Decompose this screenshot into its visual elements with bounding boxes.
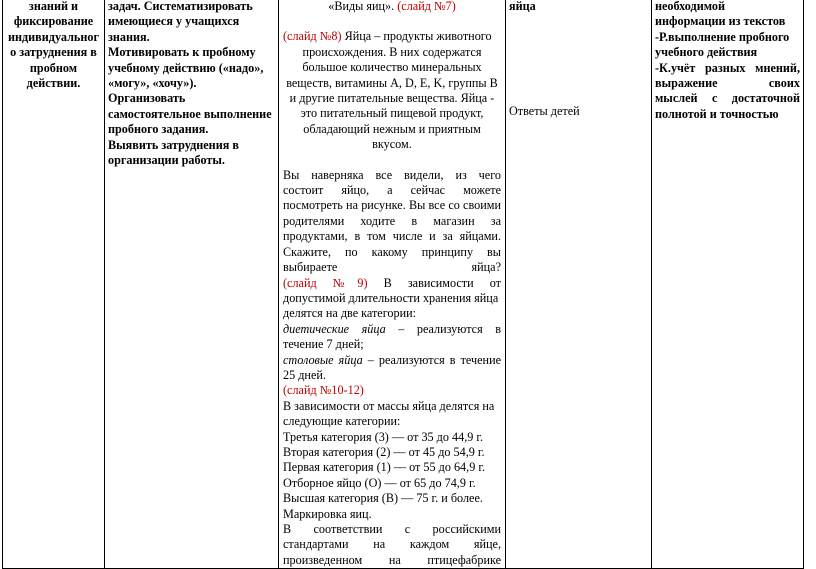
paragraph-line: Маркировка яиц. — [283, 506, 372, 521]
stage-line: индивидуальног — [7, 29, 100, 44]
paragraph-line — [283, 322, 501, 337]
paragraph-text: – реализуются в течение — [362, 352, 502, 367]
goal-line: организации работы. — [108, 153, 225, 168]
paragraph-line: произведенном на птицефабрике — [283, 552, 501, 567]
term-diet: диетические яйца — [283, 321, 386, 336]
stage-line: действии. — [26, 76, 81, 91]
uud-cell — [652, 0, 804, 569]
paragraph-line — [283, 353, 501, 368]
slide-ref: (слайд №9) — [283, 275, 368, 290]
paragraph-line: 25 дней. — [283, 367, 326, 382]
uud-line: -К.учёт разных мнений, — [655, 60, 800, 75]
paragraph-text: Яйца – продукты животного — [341, 29, 492, 44]
stage-line: о затруднения в — [10, 45, 97, 60]
category-line: Первая категория (1) — от 55 до 64,9 г. — [283, 460, 486, 475]
uud-line: необходимой — [655, 0, 725, 13]
slide-ref: (слайд №7) — [397, 0, 456, 13]
goal-line: пробного задания. — [108, 122, 209, 137]
slide-ref: (слайд №8) — [283, 29, 342, 44]
paragraph-text: – реализуются в — [385, 321, 501, 336]
goal-line: Организовать — [108, 91, 186, 106]
paragraph-line: посмотреть на рисунке. Вы все со своими — [283, 198, 501, 213]
paragraph-line — [283, 276, 501, 291]
paragraph-line: В соответствии с российскими — [283, 522, 501, 536]
uud-line: выражение своих — [655, 76, 800, 91]
goal-line: «могу», «хочу»). — [108, 76, 197, 91]
stage-cell — [3, 0, 105, 569]
goal-line: имеющиеся у учащихся — [108, 14, 240, 29]
student-line: яйца — [509, 0, 536, 13]
stage-line: фиксирование — [13, 14, 94, 29]
paragraph-line: течение 7 дней; — [283, 337, 364, 352]
paragraph-line: большое количество минеральных — [302, 60, 482, 75]
goal-line: самостоятельное выполнение — [108, 106, 272, 121]
student-answers: Ответы детей — [509, 104, 580, 119]
category-line: Отборное яйцо (О) — от 65 до 74,9 г. — [283, 475, 476, 490]
paragraph-line: В зависимости от массы яйца делятся на — [283, 398, 495, 413]
paragraph-line: стандартами на каждом яйце, — [283, 537, 501, 552]
paragraph-line: состоит яйцо, а сейчас можете — [283, 183, 501, 198]
paragraph-line: Скажите, по какому принципу вы — [283, 244, 501, 259]
paragraph-line: это питательный пищевой продукт, — [300, 106, 484, 121]
paragraph-line: выбираете яйца? — [283, 260, 501, 275]
category-line: Высшая категория (В) — 75 г. и более. — [283, 491, 483, 506]
topic-line — [283, 0, 501, 14]
paragraph-line: продуктами, в том числе и за яйцами. — [283, 229, 501, 244]
slide-ref: (слайд №10-12) — [283, 383, 364, 398]
category-line: Третья категория (3) — от 35 до 44,9 г. — [283, 429, 484, 444]
paragraph-line — [283, 29, 501, 44]
topic-text: «Виды яиц». — [328, 0, 395, 13]
lesson-plan-table — [2, 0, 804, 569]
paragraph-text: В зависимости от — [367, 275, 501, 290]
paragraph-line: вкусом. — [372, 137, 412, 152]
student-activity-cell — [506, 0, 652, 569]
teacher-activity-cell — [279, 0, 506, 569]
paragraph-line: и другие питательные вещества. Яйца - — [289, 91, 495, 106]
goal-line: задач. Систематизировать — [108, 0, 253, 13]
paragraph-line: веществ, витамины А, D, E, K, группы В — [286, 75, 498, 90]
paragraph-line: происхождения. В них содержатся — [302, 44, 482, 59]
goal-line: Мотивировать к пробному — [108, 45, 256, 60]
goal-line: знания. — [108, 29, 150, 44]
paragraph-line: родителями ходите в магазин за — [283, 213, 501, 228]
table-row — [3, 0, 804, 569]
stage-line: пробном — [29, 60, 78, 75]
uud-line: информации из текстов — [655, 14, 786, 29]
paragraph-line: Вы наверняка все видели, из чего — [283, 167, 501, 182]
stage-line: знаний и — [28, 0, 79, 13]
goals-cell — [105, 0, 279, 569]
category-line: Вторая категория (2) — от 45 до 54,9 г. — [283, 444, 485, 459]
uud-line: мыслей с достаточной — [655, 91, 800, 106]
uud-line: учебного действия — [655, 45, 758, 60]
uud-line: полнотой и точностью — [655, 106, 779, 121]
term-table: столовые яйца — [283, 352, 363, 367]
goal-line: Выявить затруднения в — [108, 137, 239, 152]
paragraph-line: делятся на две категории: — [283, 306, 417, 321]
goal-line: учебному действию («надо», — [108, 60, 264, 75]
paragraph-line: обладающий нежным и приятным — [303, 121, 481, 136]
paragraph-line: допустимой длительности хранения яйца — [283, 290, 499, 305]
uud-line: -Р.выполнение пробного — [655, 29, 790, 44]
paragraph-line: следующие категории: — [283, 414, 401, 429]
